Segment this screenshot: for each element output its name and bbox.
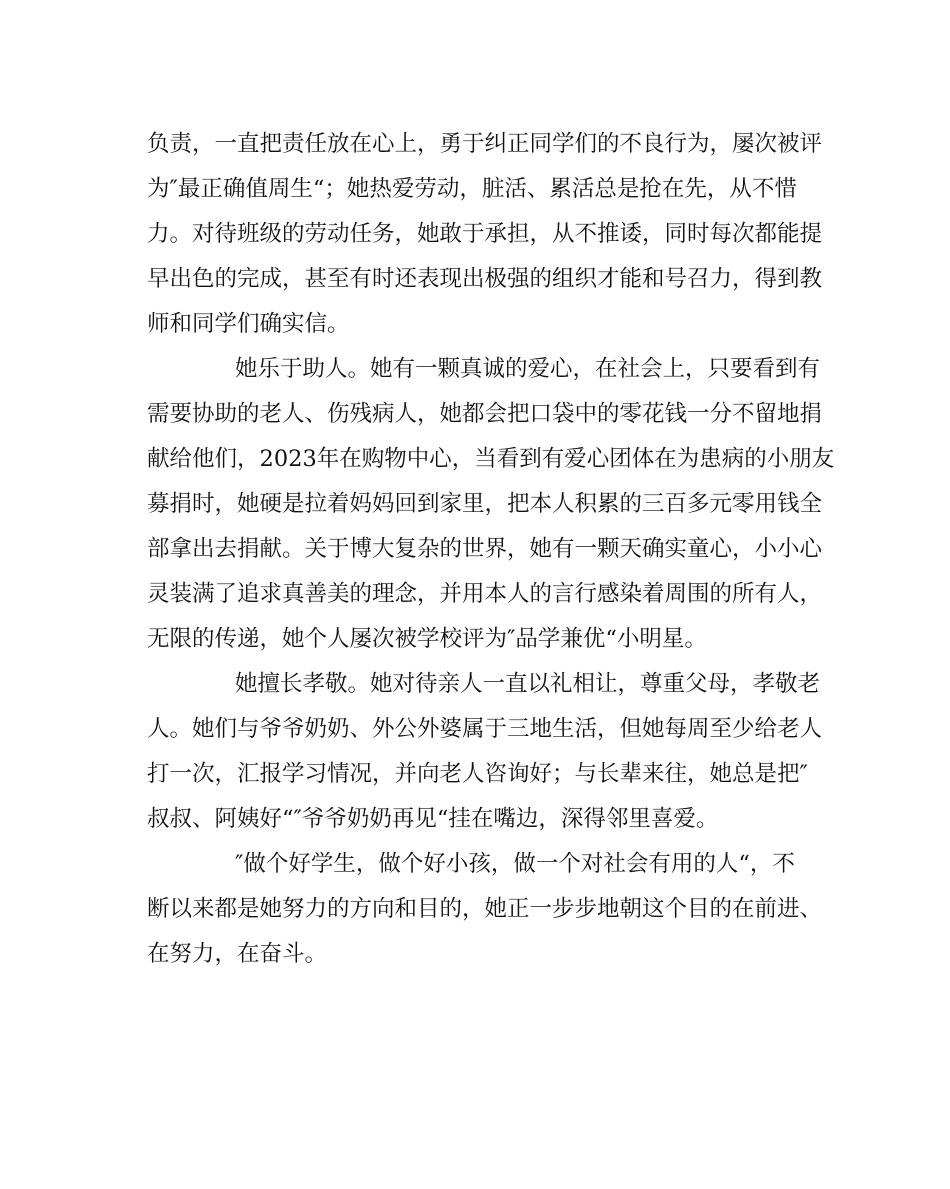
text-line: 力。对待班级的劳动任务，她敢于承担，从不推诿，同时每次都能提 — [147, 221, 823, 247]
text-line: 断以来都是她努力的方向和目的，她正一步步地朝这个目的在前进、 — [147, 896, 823, 922]
text-line: 叔叔、阿姨好“″爷爷奶奶再见“挂在嘴边，深得邻里喜爱。 — [147, 806, 719, 832]
text-line: 她擅长孝敬。她对待亲人一直以礼相让，尊重父母，孝敬老 — [235, 671, 821, 697]
text-line: 需要协助的老人、伤残病人，她都会把口袋中的零花钱一分不留地捐 — [147, 401, 823, 427]
text-line: 募捐时，她硬是拉着妈妈回到家里，把本人积累的三百多元零用钱全 — [147, 491, 823, 517]
text-line: ″做个好学生，做个好小孩，做一个对社会有用的人“，不 — [235, 851, 795, 877]
text-line: 灵装满了追求真善美的理念，并用本人的言行感染着周围的所有人， — [147, 581, 823, 607]
paragraph-2 — [147, 347, 835, 662]
text-line: 师和同学们确实信。 — [147, 311, 350, 337]
text-line: 在努力，在奋斗。 — [147, 941, 328, 967]
paragraph-3 — [147, 662, 823, 842]
document-body — [147, 122, 835, 977]
text-line: 早出色的完成，甚至有时还表现出极强的组织才能和号召力，得到教 — [147, 266, 823, 292]
text-line: 负责，一直把责任放在心上，勇于纠正同学们的不良行为，屡次被评 — [147, 131, 823, 157]
text-line: 人。她们与爷爷奶奶、外公外婆属于三地生活，但她每周至少给老人 — [147, 716, 823, 742]
paragraph-4 — [147, 842, 823, 977]
text-line: 献给他们，2023年在购物中心，当看到有爱心团体在为患病的小朋友 — [147, 446, 835, 472]
text-line: 她乐于助人。她有一颗真诚的爱心，在社会上，只要看到有 — [235, 356, 821, 382]
text-line: 部拿出去捐献。关于博大复杂的世界，她有一颗天确实童心，小小心 — [147, 536, 823, 562]
text-line: 打一次，汇报学习情况，并向老人咨询好；与长辈来往，她总是把″ — [147, 761, 808, 787]
text-line: 为″最正确值周生“；她热爱劳动，脏活、累活总是抢在先，从不惜 — [147, 176, 797, 202]
paragraph-1 — [147, 122, 823, 347]
text-line: 无限的传递，她个人屡次被学校评为″品学兼优“小明星。 — [147, 626, 707, 652]
